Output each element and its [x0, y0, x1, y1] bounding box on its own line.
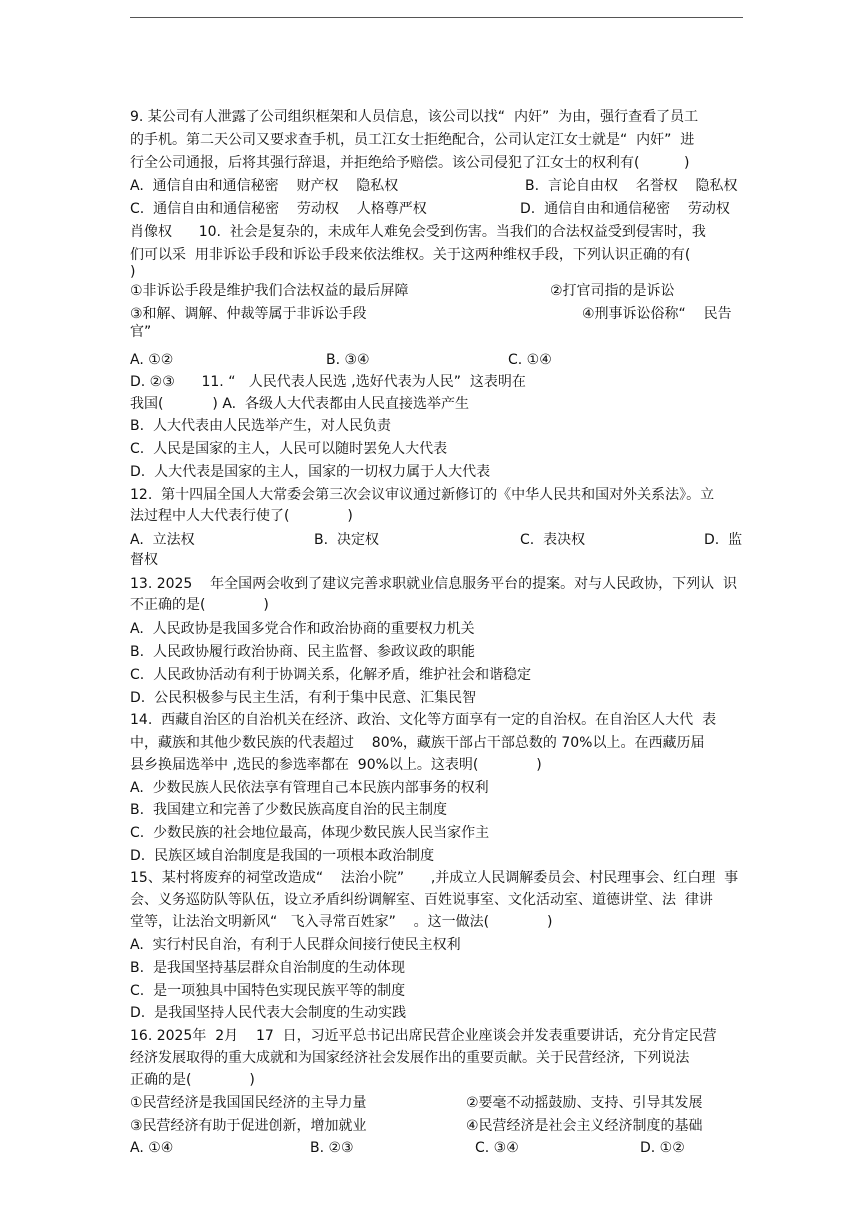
q11-line1: D. ②③ 11. “ 人民代表人民选 ,选好代表为人民” 这表明在 — [130, 374, 526, 390]
q16-statement-3: ③民营经济有助于促进创新，增加就业 — [130, 1118, 367, 1134]
q16-statement-1: ①民营经济是我国国民经济的主导力量 — [130, 1095, 367, 1111]
q14-option-a: A. 少数民族人民依法享有管理自己本民族内部事务的权利 — [130, 780, 489, 796]
q16-option-d: D. ①② — [640, 1140, 685, 1156]
q12-option-d-end: 督权 — [130, 552, 158, 568]
q15-line2: 会、义务巡防队等队伍，设立矛盾纠纷调解室、百姓说事室、文化活动室、道德讲堂、法 律讲 — [130, 892, 713, 908]
q12-line2: 法过程中人大代表行使了( ) — [130, 508, 353, 524]
q13-option-d: D. 公民积极参与民主生活，有利于集中民意、汇集民智 — [130, 690, 477, 706]
q14-line2: 中，藏族和其他少数民族的代表超过 80%，藏族干部占干部总数的 70%以上。在西藏历届 — [130, 735, 705, 751]
q15-option-a: A. 实行村民自治，有利于人民群众间接行使民主权利 — [130, 937, 461, 953]
q13-line1: 13. 2025 年全国两会收到了建议完善求职就业信息服务平台的提案。对与人民政协，下列认 识 — [130, 576, 738, 592]
q16-option-b: B. ②③ — [310, 1140, 354, 1156]
q10-line1: 肖像权 10. 社会是复杂的，未成年人难免会受到伤害。当我们的合法权益受到侵害时，我 — [130, 224, 706, 240]
q15-line1: 15、某村将废弃的祠堂改造成“ 法治小院” ,并成立人民调解委员会、村民理事会、红白理 事 — [130, 870, 739, 886]
q10-statement-4: ④刑事诉讼俗称“ 民告 — [582, 306, 732, 322]
q16-option-a: A. ①④ — [130, 1140, 174, 1156]
q10-option-c: C. ①④ — [508, 352, 552, 368]
q11-line2: 我国( ) A. 各级人大代表都由人民直接选举产生 — [130, 396, 470, 412]
q9-option-b: B. 言论自由权 名誉权 隐私权 — [525, 178, 738, 194]
q15-line3: 堂等，让法治文明新风“ 飞入寻常百姓家” 。这一做法( ) — [130, 914, 553, 930]
q15-option-d: D. 是我国坚持人民代表大会制度的生动实践 — [130, 1005, 407, 1021]
q14-option-d: D. 民族区域自治制度是我国的一项根本政治制度 — [130, 848, 435, 864]
q15-option-c: C. 是一项独具中国特色实现民族平等的制度 — [130, 983, 406, 999]
q13-option-b: B. 人民政协履行政治协商、民主监督、参政议政的职能 — [130, 644, 475, 660]
q9-option-a: A. 通信自由和通信秘密 财产权 隐私权 — [130, 178, 399, 194]
q16-statement-4: ④民营经济是社会主义经济制度的基础 — [466, 1118, 703, 1134]
q15-option-b: B. 是我国坚持基层群众自治制度的生动体现 — [130, 960, 405, 976]
q10-statement-4-end: 官” — [130, 324, 152, 340]
q14-line3: 县乡换届选举中 ,选民的参选率都在 90%以上。这表明( ) — [130, 757, 542, 773]
q16-line1: 16. 2025年 2月 17 日，习近平总书记出席民营企业座谈会并发表重要讲话，充分肯定民营 — [130, 1028, 717, 1044]
q11-option-c: C. 人民是国家的主人，人民可以随时罢免人大代表 — [130, 441, 448, 457]
q10-statement-3: ③和解、调解、仲裁等属于非诉讼手段 — [130, 306, 367, 322]
q16-option-c: C. ③④ — [475, 1140, 519, 1156]
q14-option-b: B. 我国建立和完善了少数民族高度自治的民主制度 — [130, 802, 447, 818]
q9-line3: 行全公司通报，后将其强行辞退，并拒绝给予赔偿。该公司侵犯了江女士的权利有( ) — [130, 155, 690, 171]
q12-option-c: C. 表决权 — [520, 532, 586, 548]
q16-line3: 正确的是( ) — [130, 1072, 255, 1088]
q11-option-d: D. 人大代表是国家的主人，国家的一切权力属于人大代表 — [130, 464, 491, 480]
q9-line2: 的手机。第二天公司又要求查手机，员工江女士拒绝配合，公司认定江女士就是“ 内奸” 进 — [130, 132, 695, 148]
q10-statement-1: ①非诉讼手段是维护我们合法权益的最后屏障 — [130, 283, 409, 299]
q12-option-a: A. 立法权 — [130, 532, 195, 548]
q13-option-c: C. 人民政协活动有利于协调关系，化解矛盾，维护社会和谐稳定 — [130, 667, 532, 683]
q9-option-c: C. 通信自由和通信秘密 劳动权 人格尊严权 — [130, 201, 427, 217]
q14-option-c: C. 少数民族的社会地位最高，体现少数民族人民当家作主 — [130, 825, 490, 841]
q16-line2: 经济发展取得的重大成就和为国家经济社会发展作出的重要贡献。关于民营经济, 下列说法 — [130, 1050, 690, 1066]
q12-line1: 12. 第十四届全国人大常委会第三次会议审议通过新修订的《中华人民共和国对外关系法》。立 — [130, 487, 715, 503]
q12-option-b: B. 决定权 — [314, 532, 379, 548]
q13-line2: 不正确的是( ) — [130, 597, 269, 613]
q14-line1: 14. 西藏自治区的自治机关在经济、政治、文化等方面享有一定的自治权。在自治区人大代 表 — [130, 712, 717, 728]
q11-option-b: B. 人大代表由人民选举产生，对人民负责 — [130, 418, 391, 434]
q10-option-a: A. ①② — [130, 352, 174, 368]
q10-line2: 们可以采 用非诉讼手段和诉讼手段来依法维权。关于这两种维权手段，下列认识正确的有( — [130, 247, 691, 263]
q9-option-d: D. 通信自由和通信秘密 劳动权 — [520, 201, 730, 217]
q10-statement-2: ②打官司指的是诉讼 — [550, 283, 675, 299]
q12-option-d: D. 监 — [704, 532, 743, 548]
q16-statement-2: ②要毫不动摇鼓励、支持、引导其发展 — [466, 1095, 703, 1111]
q10-line3: ) — [130, 264, 136, 280]
q9-line1: 9. 某公司有人泄露了公司组织框架和人员信息，该公司以找“ 内奸” 为由，强行查看了员工 — [130, 109, 699, 125]
q13-option-a: A. 人民政协是我国多党合作和政治协商的重要权力机关 — [130, 621, 475, 637]
q10-option-b: B. ③④ — [326, 352, 370, 368]
header-rule — [130, 17, 743, 18]
